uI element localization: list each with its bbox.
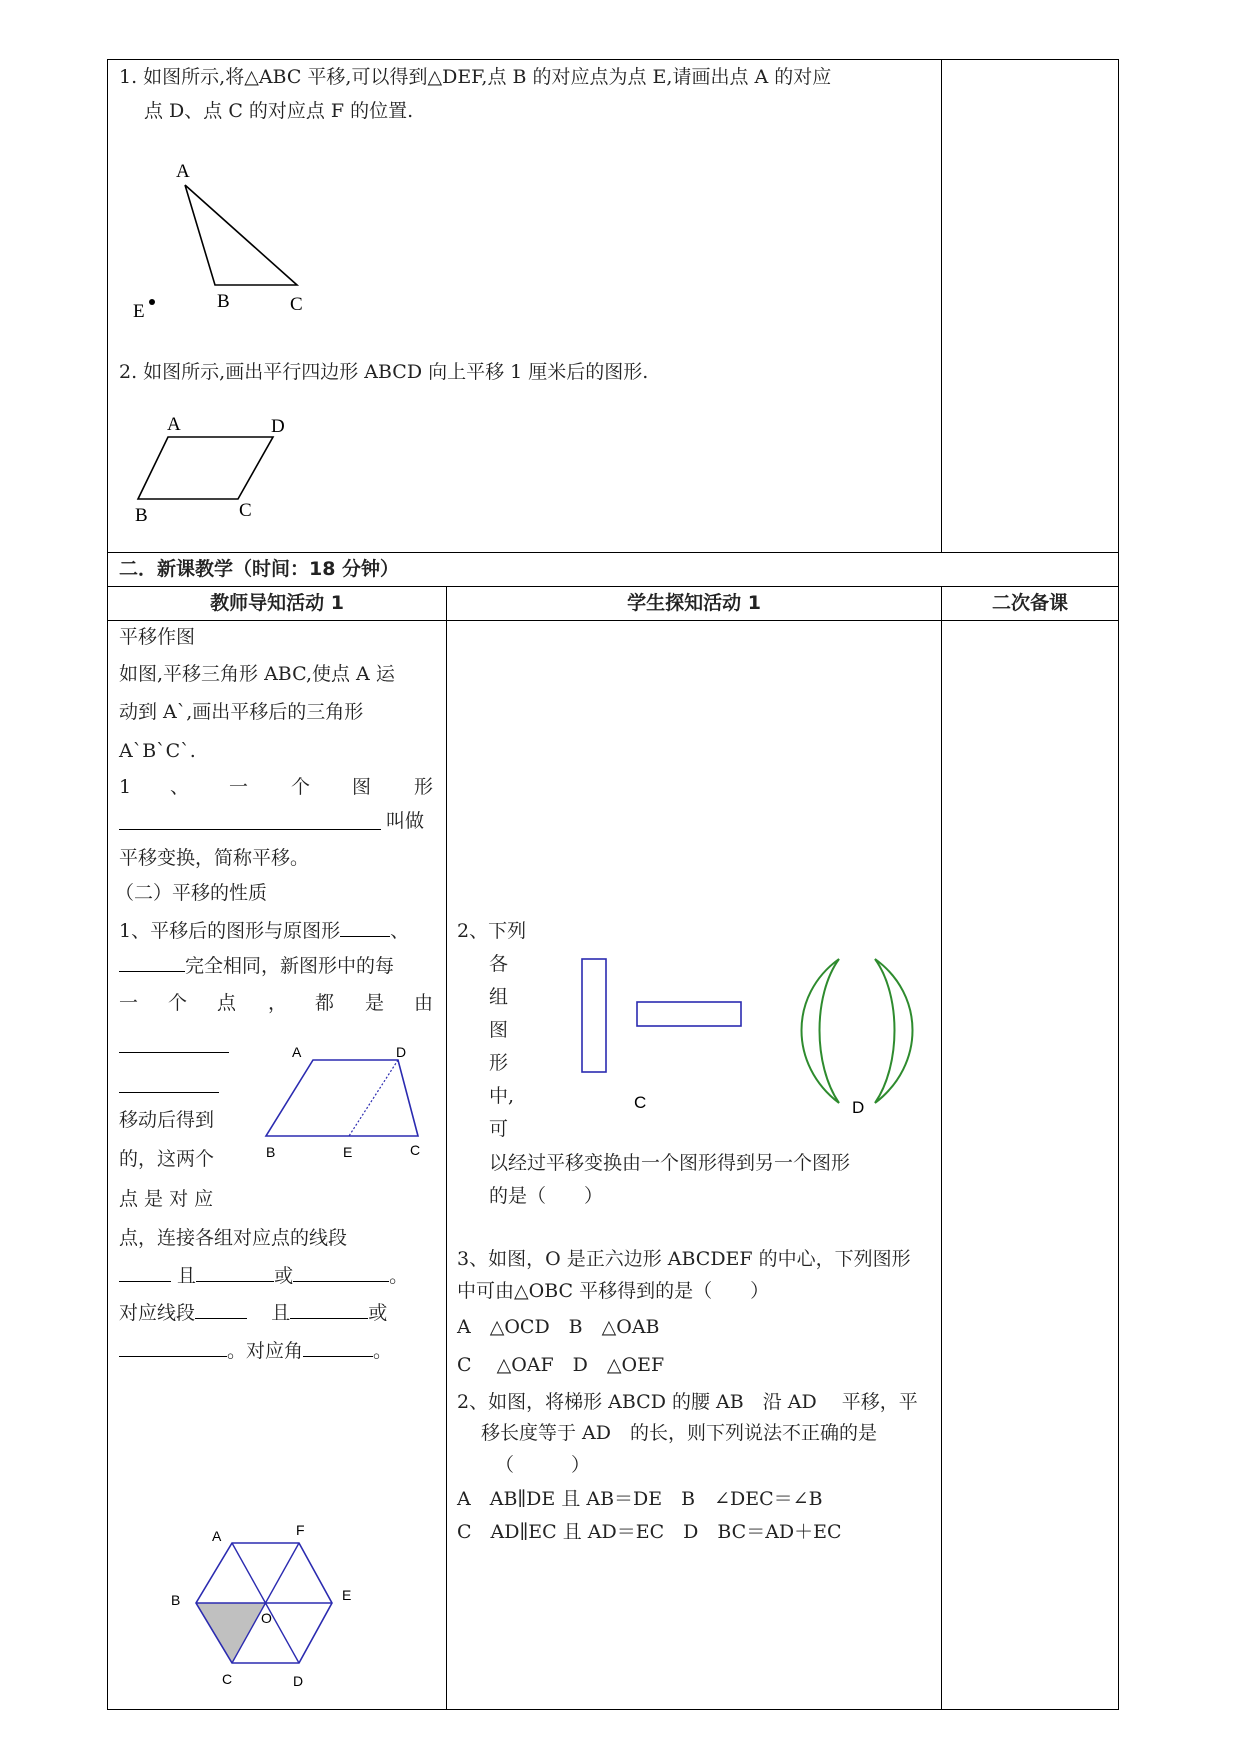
teacher-line-5a: 1 bbox=[119, 776, 132, 798]
teacher-line-18c: 或 bbox=[368, 1302, 388, 1324]
teacher-line-19a: 。对应角 bbox=[227, 1340, 304, 1362]
teacher-line-17b: 或 bbox=[274, 1265, 294, 1287]
teacher-line-18 bbox=[119, 1302, 387, 1324]
teacher-line-17c: 。 bbox=[389, 1265, 409, 1287]
student-q4-line-2: 移长度等于 AD 的长，则下列说法不正确的是 bbox=[481, 1422, 877, 1444]
teacher-line-19 bbox=[119, 1340, 392, 1362]
student-q2-tail-2: 的是（ ） bbox=[489, 1185, 604, 1207]
question-1-line-2: 点 D、点 C 的对应点 F 的位置. bbox=[144, 100, 414, 122]
teacher-line-17a: 且 bbox=[177, 1265, 197, 1287]
teacher-line-7: 平移变换，简称平移。 bbox=[119, 847, 310, 869]
shapes-option-d-figure bbox=[795, 955, 925, 1125]
teacher-line-4: A`B`C`. bbox=[119, 740, 196, 762]
blank-segments-5 bbox=[290, 1302, 368, 1319]
student-q4-options-cd: C AD∥EC 且 AD＝EC D BC＝AD＋EC bbox=[457, 1521, 842, 1543]
teacher-line-11b: 个 bbox=[168, 992, 188, 1014]
hex-label-c: C bbox=[222, 1671, 233, 1687]
trap-label-d: D bbox=[396, 1044, 407, 1060]
col-divider-2 bbox=[941, 586, 942, 1710]
student-q2-vert-6: 可 bbox=[489, 1118, 509, 1140]
teacher-line-3: 动到 A`,画出平移后的三角形 bbox=[119, 701, 364, 723]
header-teacher: 教师导知活动 1 bbox=[210, 592, 344, 614]
para-label-a: A bbox=[167, 414, 181, 435]
student-q2-vert-2: 组 bbox=[489, 986, 509, 1008]
table-border-right bbox=[1118, 59, 1119, 1710]
hex-label-a: A bbox=[212, 1528, 222, 1544]
blank-segments-2 bbox=[196, 1265, 274, 1282]
teacher-line-19-end: 。 bbox=[373, 1340, 393, 1362]
blank-definition bbox=[119, 829, 381, 830]
teacher-line-11d: ， bbox=[268, 992, 288, 1014]
teacher-line-1: 平移作图 bbox=[119, 626, 196, 648]
teacher-line-16: 点，连接各组对应点的线段 bbox=[119, 1227, 348, 1249]
student-q2-tail-1: 以经过平移变换由一个图形得到另一个图形 bbox=[489, 1152, 851, 1174]
trap-label-c: C bbox=[410, 1142, 421, 1158]
teacher-line-8: （二）平移的性质 bbox=[115, 882, 268, 904]
teacher-line-14: 的，这两个 bbox=[119, 1148, 215, 1170]
trap-label-b: B bbox=[266, 1144, 276, 1160]
section-row-bottom bbox=[107, 586, 1119, 587]
header-row-bottom bbox=[107, 620, 1119, 621]
teacher-line-18a: 对应线段 bbox=[119, 1302, 196, 1324]
teacher-line-5f: 形 bbox=[414, 776, 434, 798]
teacher-line-10 bbox=[119, 955, 394, 977]
table-border-left bbox=[107, 59, 108, 1710]
student-q3-line-2: 中可由△OBC 平移得到的是（ ） bbox=[457, 1280, 770, 1302]
section-title: 二．新课教学（时间：18 分钟） bbox=[119, 558, 400, 580]
col-divider-1 bbox=[446, 586, 447, 1710]
blank-from-2 bbox=[119, 1092, 219, 1093]
header-student: 学生探知活动 1 bbox=[627, 592, 761, 614]
hex-label-b: B bbox=[171, 1592, 181, 1608]
teacher-line-11c: 点 bbox=[217, 992, 237, 1014]
student-q2-vert-1: 各 bbox=[489, 953, 509, 975]
para-label-c: C bbox=[239, 500, 252, 521]
student-q3-options-cd: C △OAF D △OEF bbox=[457, 1354, 665, 1376]
question-2-line: 2. 如图所示,画出平行四边形 ABCD 向上平移 1 厘米后的图形. bbox=[119, 361, 649, 383]
para-label-d: D bbox=[271, 416, 285, 437]
top-row-divider bbox=[941, 59, 942, 553]
hex-label-d: D bbox=[293, 1673, 304, 1689]
trap-label-e: E bbox=[343, 1144, 353, 1160]
teacher-line-9a: 1、平移后的图形与原图形 bbox=[119, 920, 341, 942]
blank-from-1 bbox=[119, 1052, 229, 1053]
section-row-top bbox=[107, 552, 1119, 553]
parallelogram-abcd-figure bbox=[125, 412, 295, 527]
blank-segments-4 bbox=[195, 1302, 247, 1319]
header-prep: 二次备课 bbox=[991, 592, 1068, 614]
blank-segments-6 bbox=[119, 1340, 227, 1357]
student-q2-head: 2、下列 bbox=[457, 920, 527, 942]
trapezoid-abcd-figure bbox=[260, 1040, 430, 1165]
teacher-line-5c: 一 bbox=[229, 776, 249, 798]
trap-label-a: A bbox=[292, 1044, 302, 1060]
teacher-line-9 bbox=[119, 920, 409, 942]
point-label-e: E bbox=[133, 301, 145, 322]
student-q4-line-1: 2、如图，将梯形 ABCD 的腰 AB 沿 AD 平移，平 bbox=[457, 1391, 918, 1413]
triangle-label-a: A bbox=[176, 161, 190, 182]
question-1-line-1: 1. 如图所示,将△ABC 平移,可以得到△DEF,点 B 的对应点为点 E,请画出点 A 的对应 bbox=[119, 66, 832, 88]
teacher-line-11g: 由 bbox=[414, 992, 434, 1014]
teacher-line-5d: 个 bbox=[291, 776, 311, 798]
triangle-label-b: B bbox=[217, 291, 230, 312]
teacher-line-11e: 都 bbox=[315, 992, 335, 1014]
blank-property-2 bbox=[119, 955, 185, 972]
teacher-line-9b: 、 bbox=[390, 920, 410, 942]
teacher-line-15: 点 是 对 应 bbox=[119, 1188, 214, 1210]
hex-label-f: F bbox=[296, 1522, 305, 1538]
student-q2-vert-5: 中, bbox=[489, 1085, 515, 1107]
student-q2-vert-3: 图 bbox=[489, 1019, 509, 1041]
hexagon-abcdef-figure bbox=[160, 1520, 370, 1689]
triangle-abc-figure bbox=[120, 155, 320, 330]
blank-angles bbox=[303, 1340, 373, 1357]
teacher-line-17 bbox=[119, 1265, 408, 1287]
teacher-line-10-text: 完全相同，新图形中的每 bbox=[185, 955, 395, 977]
teacher-line-18b: 且 bbox=[271, 1302, 291, 1324]
table-border-bottom bbox=[107, 1709, 1119, 1710]
teacher-line-11a: 一 bbox=[119, 992, 139, 1014]
student-q2-vert-4: 形 bbox=[489, 1052, 509, 1074]
shapes-option-c-figure bbox=[570, 955, 750, 1115]
teacher-line-5b: 、 bbox=[170, 776, 190, 798]
blank-property-1 bbox=[340, 920, 390, 937]
student-q4-options-ab: A AB∥DE 且 AB＝DE B ∠DEC＝∠B bbox=[457, 1488, 823, 1510]
triangle-label-c: C bbox=[290, 294, 303, 315]
fig-label-c: C bbox=[634, 1093, 647, 1112]
student-q3-options-ab: A △OCD B △OAB bbox=[457, 1316, 660, 1338]
teacher-line-5e: 图 bbox=[352, 776, 372, 798]
hex-label-o: O bbox=[261, 1610, 272, 1626]
student-q3-line-1: 3、如图，O 是正六边形 ABCDEF 的中心，下列图形 bbox=[457, 1248, 911, 1270]
blank-segments-3 bbox=[293, 1265, 389, 1282]
hex-label-e: E bbox=[342, 1587, 352, 1603]
table-border-top bbox=[107, 59, 1119, 60]
teacher-line-11f: 是 bbox=[365, 992, 385, 1014]
teacher-line-6-end: 叫做 bbox=[386, 810, 425, 832]
para-label-b: B bbox=[135, 505, 148, 526]
teacher-line-2: 如图,平移三角形 ABC,使点 A 运 bbox=[119, 663, 395, 685]
teacher-line-13: 移动后得到 bbox=[119, 1109, 215, 1131]
blank-segments-1 bbox=[119, 1265, 171, 1282]
fig-label-d: D bbox=[852, 1098, 865, 1117]
student-q4-line-3: （ ） bbox=[495, 1454, 591, 1476]
